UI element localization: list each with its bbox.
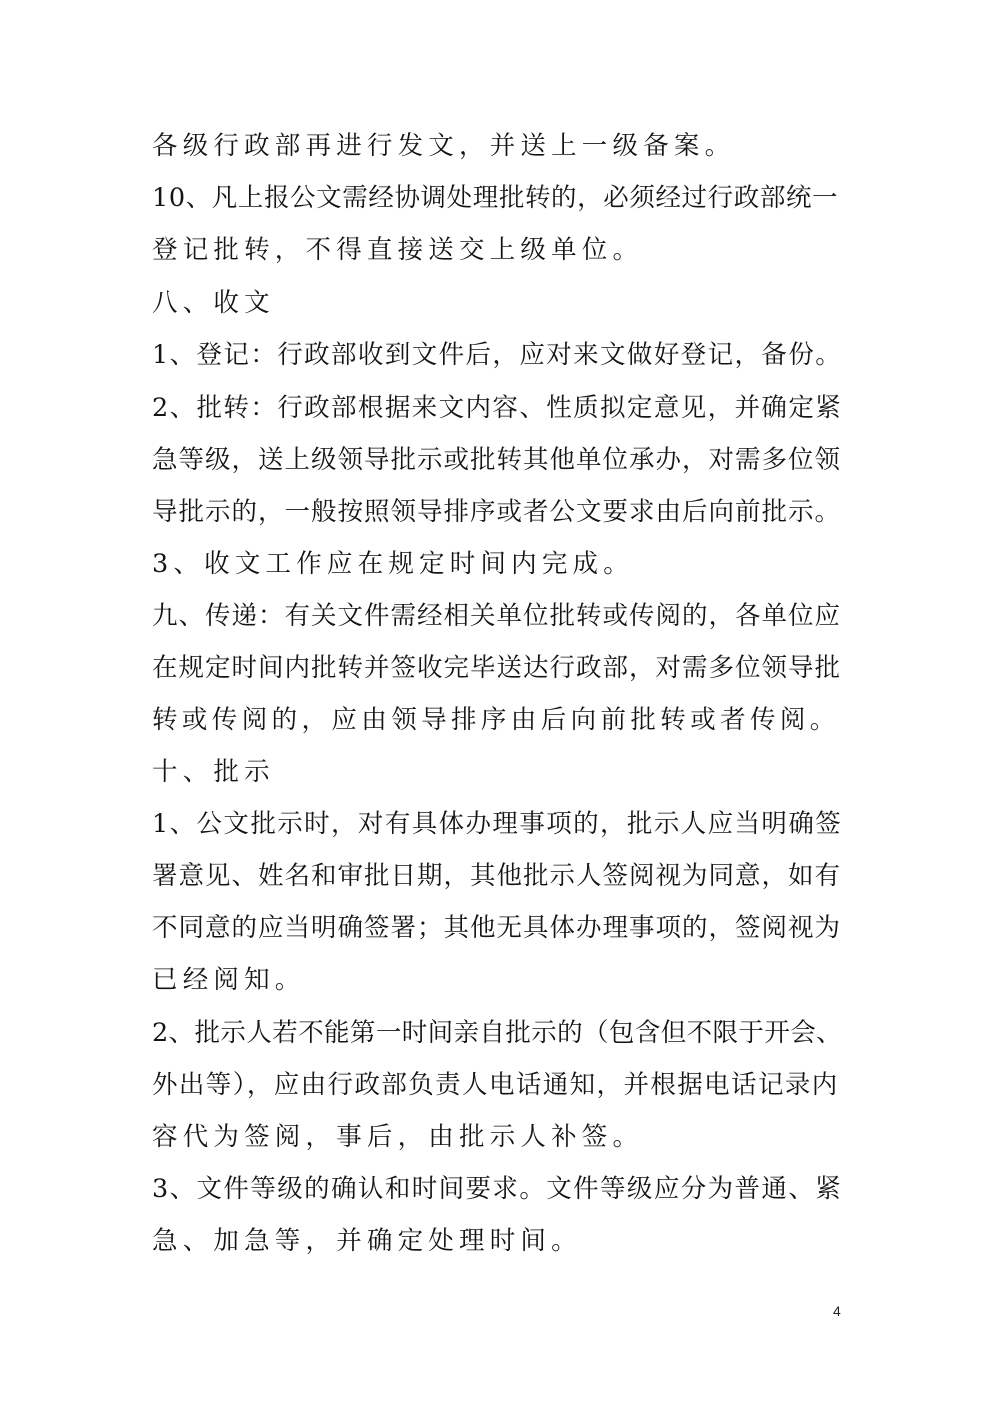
- text-line: 2、批转：行政部根据来文内容、性质拟定意见，并确定紧: [152, 393, 843, 423]
- text-line: 在规定时间内批转并签收完毕送达行政部，对需多位领导批: [152, 653, 842, 683]
- section-heading: 九、传递：有关文件需经相关单位批转或传阅的，各单位应: [152, 601, 842, 631]
- text-line: 1、公文批示时，对有具体办理事项的，批示人应当明确签: [152, 809, 843, 839]
- text-line: 各级行政部再进行发文，并送上一级备案。: [152, 131, 736, 161]
- section-heading: 八、收文: [152, 288, 275, 318]
- text-line: 急、加急等，并确定处理时间。: [152, 1226, 582, 1256]
- text-line: 3、收文工作应在规定时间内完成。: [152, 549, 634, 579]
- text-line: 导批示的，一般按照领导排序或者公文要求由后向前批示。: [152, 497, 842, 527]
- text-line: 10、凡上报公文需经协调处理批转的，必须经过行政部统一: [152, 183, 839, 213]
- text-line: 不同意的应当明确签署；其他无具体办理事项的，签阅视为: [152, 913, 842, 943]
- text-line: 外出等），应由行政部负责人电话通知，并根据电话记录内: [152, 1070, 839, 1100]
- text-line: 转或传阅的，应由领导排序由后向前批转或者传阅。: [152, 705, 840, 735]
- text-line: 署意见、姓名和审批日期，其他批示人签阅视为同意，如有: [152, 861, 842, 891]
- text-line: 1、登记：行政部收到文件后，应对来文做好登记，备份。: [152, 340, 843, 370]
- text-line: 2、批示人若不能第一时间亲自批示的（包含但不限于开会、: [152, 1018, 843, 1048]
- section-heading: 十、批示: [152, 757, 275, 787]
- text-line: 容代为签阅，事后，由批示人补签。: [152, 1122, 644, 1152]
- text-line: 已经阅知。: [152, 965, 306, 995]
- text-line: 急等级，送上级领导批示或批转其他单位承办，对需多位领: [152, 445, 842, 475]
- page-number: 4: [833, 1303, 841, 1319]
- text-line: 登记批转，不得直接送交上级单位。: [152, 235, 644, 265]
- text-line: 3、文件等级的确认和时间要求。文件等级应分为普通、紧: [152, 1174, 843, 1204]
